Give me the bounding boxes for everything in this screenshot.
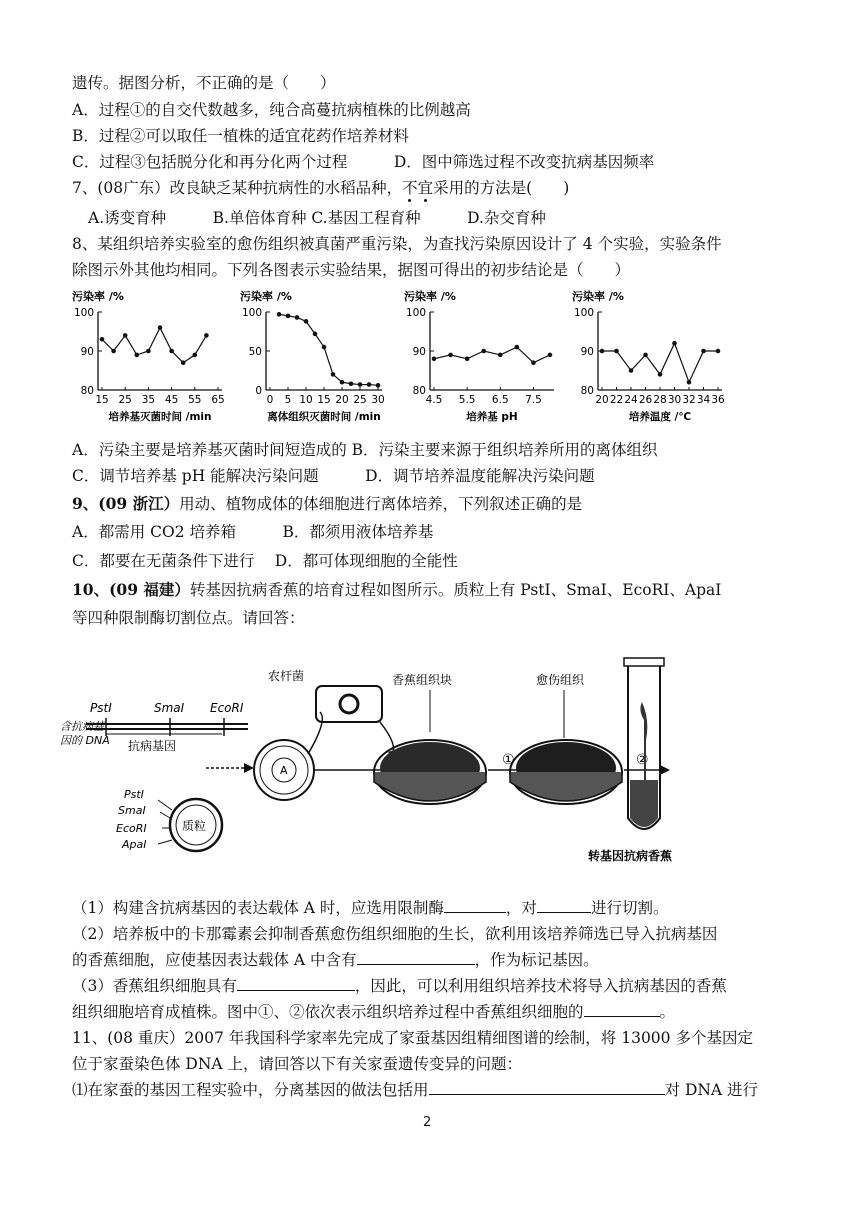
x-tick-label: 36	[711, 394, 725, 406]
x-tick-label: 45	[164, 394, 179, 406]
question-8-line2: 除图示外其他均相同。下列各图表示实验结果，据图可得出的初步结论是（ ）	[72, 261, 631, 279]
series-line	[279, 314, 378, 385]
agrobacterium-cell	[316, 686, 382, 722]
x-tick-label: 5.5	[458, 394, 476, 406]
q10-sub2-line1: （2）培养板中的卡那霉素会抑制香蕉愈伤组织细胞的生长，欲利用该培养筛选已导入抗病基因	[72, 925, 718, 943]
data-point	[600, 349, 605, 354]
x-tick-label: 30	[371, 394, 385, 406]
plasmid-pst: PstⅠ	[124, 788, 144, 801]
data-point	[146, 349, 151, 354]
option-b: B．过程②可以取任一植株的适宜花药作培养材料	[72, 127, 409, 145]
question-11-line2: 位于家蚕染色体 DNA 上，请回答以下有关家蚕遗传变异的问题：	[72, 1055, 523, 1073]
data-point	[286, 314, 291, 319]
result-label: 转基因抗病香蕉	[588, 849, 673, 863]
x-tick-label: 28	[653, 394, 667, 406]
question-9-option-c-d: C．都要在无菌条件下进行 D．都可体现细胞的全能性	[72, 552, 458, 570]
vector-a-label: A	[280, 764, 288, 777]
answer-blank-3[interactable]	[357, 950, 475, 965]
data-point	[331, 372, 336, 377]
x-tick-label: 24	[624, 394, 638, 406]
chart-xlabel: 培养基灭菌时间 /min	[108, 411, 212, 423]
data-point	[349, 381, 354, 386]
q9-text: 用动、植物成体的体细胞进行离体培养，下列叙述正确的是	[179, 495, 583, 513]
q7-text: 7、(08广东）改良缺乏某种抗病性的水稻品种，	[72, 179, 403, 197]
answer-blank-5[interactable]	[584, 1002, 660, 1017]
q10-s1-text: （1）构建含抗病基因的表达载体 A 时，应选用限制酶	[72, 899, 444, 917]
answer-blank-6[interactable]	[429, 1080, 665, 1095]
x-tick-label: 15	[95, 394, 109, 406]
series-line	[102, 328, 206, 363]
y-tick-label: 90	[580, 346, 594, 358]
q10-s2-end: ，作为标记基因。	[474, 951, 599, 969]
question-11-line1: 11、(08 重庆）2007 年我国科学家率先完成了家蚕基因组精细图谱的绘制，将 13000 多个基因定	[72, 1029, 753, 1047]
data-point	[465, 357, 470, 362]
data-point	[193, 353, 198, 358]
enzyme-eco-label: EcoRⅠ	[210, 701, 244, 715]
x-tick-label: 26	[638, 394, 653, 406]
x-tick-label: 30	[667, 394, 682, 406]
question-9-option-a-b: A．都需用 CO2 培养箱 B．都须用液体培养基	[72, 523, 434, 541]
data-point	[531, 360, 536, 365]
x-tick-label: 20	[595, 394, 609, 406]
chart-1	[70, 288, 228, 432]
x-tick-label: 25	[118, 394, 132, 406]
dna-label-2: 因的 DNA	[60, 734, 110, 747]
answer-blank-1[interactable]	[444, 898, 506, 913]
data-point	[340, 380, 345, 385]
data-point	[498, 353, 503, 358]
question-11-line3	[72, 1080, 758, 1100]
step-1-label: ①	[502, 752, 515, 768]
y-tick-label: 100	[405, 307, 426, 319]
x-tick-label: 22	[609, 394, 624, 406]
data-point	[158, 325, 163, 330]
q10-sub2-line2	[72, 950, 599, 970]
x-tick-label: 5	[284, 394, 292, 406]
data-point	[614, 349, 619, 354]
q10-number: 10、(09 福建）	[72, 580, 190, 599]
data-point	[701, 349, 706, 354]
chart-xlabel: 离体组织灭菌时间 /min	[267, 411, 381, 423]
callus-label: 愈伤组织	[536, 673, 585, 687]
x-tick-label: 25	[353, 394, 367, 406]
enzyme-pst-label: PstⅠ	[90, 701, 112, 715]
y-tick-label: 50	[248, 346, 262, 358]
y-tick-label: 80	[580, 385, 594, 397]
plasmid-sma: SmaⅠ	[118, 804, 146, 817]
data-point	[111, 349, 116, 354]
data-point	[123, 333, 128, 338]
step-2-label: ②	[636, 752, 649, 768]
q10-s1-end: 进行切割。	[590, 899, 669, 917]
data-point	[687, 380, 692, 385]
data-point	[367, 382, 372, 387]
chart-ylabel: 污染率 /%	[404, 290, 456, 303]
data-point	[643, 353, 648, 358]
data-point	[448, 353, 453, 358]
data-point	[658, 372, 663, 377]
data-point	[304, 319, 309, 324]
q7-emph-1: 不	[402, 179, 418, 197]
q10-sub1	[72, 898, 668, 918]
transgenic-banana-figure	[58, 650, 748, 870]
option-c-d: C．过程③包括脱分化和再分化两个过程 D．图中筛选过程不改变抗病基因频率	[72, 153, 655, 171]
gene-label: 抗病基因	[128, 739, 177, 753]
plasmid-apa: ApaⅠ	[122, 838, 147, 851]
y-tick-label: 90	[80, 346, 94, 358]
y-tick-label: 0	[255, 385, 262, 397]
question-7-options: A.诱变育种 B.单倍体育种 C.基因工程育种 D.杂交育种	[88, 209, 546, 227]
q10-text: 转基因抗病香蕉的培育过程如图所示。质粒上有 PstⅠ、SmaⅠ、EcoRⅠ、ApaⅠ	[189, 581, 722, 599]
question-8-option-a-b: A．污染主要是培养基灭菌时间短造成的 B．污染主要来源于组织培养所用的离体组织	[72, 441, 658, 459]
answer-blank-4[interactable]	[237, 976, 355, 991]
q11-end: 对 DNA 进行	[664, 1081, 759, 1099]
x-tick-label: 7.5	[525, 394, 542, 406]
y-tick-label: 100	[573, 307, 594, 319]
q9-number: 9、(09 浙江）	[72, 494, 180, 513]
x-tick-label: 10	[299, 394, 313, 406]
chart-4	[570, 288, 728, 432]
agro-label: 农杆菌	[268, 669, 305, 683]
chart-ylabel: 污染率 /%	[72, 290, 124, 303]
option-a: A．过程①的自交代数越多，纯合高蔓抗病植株的比例越高	[72, 101, 471, 119]
data-point	[204, 333, 209, 338]
y-tick-label: 80	[80, 385, 94, 397]
q10-s1-mid: ，对	[505, 899, 537, 917]
plasmid-eco: EcoRⅠ	[116, 822, 147, 835]
data-point	[358, 382, 363, 387]
data-point	[313, 332, 318, 337]
y-tick-label: 100	[73, 307, 94, 319]
q10-sub3-line1	[72, 976, 727, 996]
q10-s3-end: ，因此，可以利用组织培养技术将导入抗病基因的香蕉	[354, 977, 727, 995]
y-tick-label: 90	[412, 346, 426, 358]
data-point	[515, 345, 520, 350]
data-point	[432, 357, 437, 362]
data-point	[322, 345, 327, 350]
chart-xlabel: 培养基 pH	[466, 411, 518, 423]
x-tick-label: 6.5	[491, 394, 509, 406]
page-number: 2	[423, 1115, 432, 1130]
data-point	[135, 353, 140, 358]
question-8-line1: 8、某组织培养实验室的愈伤组织被真菌严重污染，为查找污染原因设计了 4 个实验，实验条件	[72, 235, 722, 253]
question-9	[72, 494, 582, 514]
data-point	[169, 349, 174, 354]
x-tick-label: 55	[188, 394, 202, 406]
chart-xlabel: 培养温度 /℃	[628, 411, 692, 423]
tissue-label: 香蕉组织块	[392, 673, 453, 687]
question-10	[72, 580, 721, 600]
x-tick-label: 35	[141, 394, 156, 406]
x-tick-label: 65	[211, 394, 225, 406]
x-tick-label: 0	[266, 394, 274, 406]
text-line: 遗传。据图分析，不正确的是（ ）	[72, 74, 336, 92]
data-point	[548, 353, 553, 358]
q11-text: ⑴在家蚕的基因工程实验中，分离基因的做法包括用	[72, 1081, 429, 1099]
chart-3	[402, 288, 560, 432]
chart-ylabel: 污染率 /%	[572, 290, 624, 303]
plasmid-label: 质粒	[182, 819, 207, 833]
y-tick-label: 80	[412, 385, 426, 397]
chart-2	[238, 288, 388, 432]
y-tick-label: 100	[241, 307, 262, 319]
enzyme-sma-label: SmaⅠ	[154, 701, 185, 715]
q7-text-end: 采用的方法是( )	[433, 179, 570, 197]
q10-s3b-text: 组织细胞培育成植株。图中①、②依次表示组织培养过程中香蕉组织细胞的	[72, 1003, 584, 1021]
data-point	[295, 315, 300, 320]
dna-label-1: 含抗病基	[60, 720, 104, 733]
data-point	[716, 349, 721, 354]
question-7	[72, 178, 569, 198]
data-point	[277, 312, 282, 317]
x-tick-label: 32	[682, 394, 696, 406]
data-point	[181, 360, 186, 365]
q7-emph-2: 宜	[417, 179, 434, 197]
question-10-line2: 等四种限制酶切割位点。请回答：	[72, 609, 305, 627]
q10-s3b-end: 。	[659, 1003, 676, 1021]
x-tick-label: 4.5	[425, 394, 443, 406]
answer-blank-2[interactable]	[537, 898, 591, 913]
data-point	[100, 337, 105, 342]
x-tick-label: 20	[335, 394, 349, 406]
q10-sub3-line2	[72, 1002, 675, 1022]
banana-plantlet	[640, 702, 647, 780]
x-tick-label: 15	[317, 394, 331, 406]
q10-s2-text: 的香蕉细胞，应使基因表达载体 A 中含有	[72, 951, 357, 969]
data-point	[629, 368, 634, 373]
data-point	[672, 341, 677, 346]
q10-s3-text: （3）香蕉组织细胞具有	[72, 977, 237, 995]
question-8-option-c-d: C．调节培养基 pH 能解决污染问题 D．调节培养温度能解决污染问题	[72, 467, 595, 485]
chart-ylabel: 污染率 /%	[240, 290, 292, 303]
x-tick-label: 34	[696, 394, 711, 406]
data-point	[481, 349, 486, 354]
data-point	[376, 383, 381, 388]
